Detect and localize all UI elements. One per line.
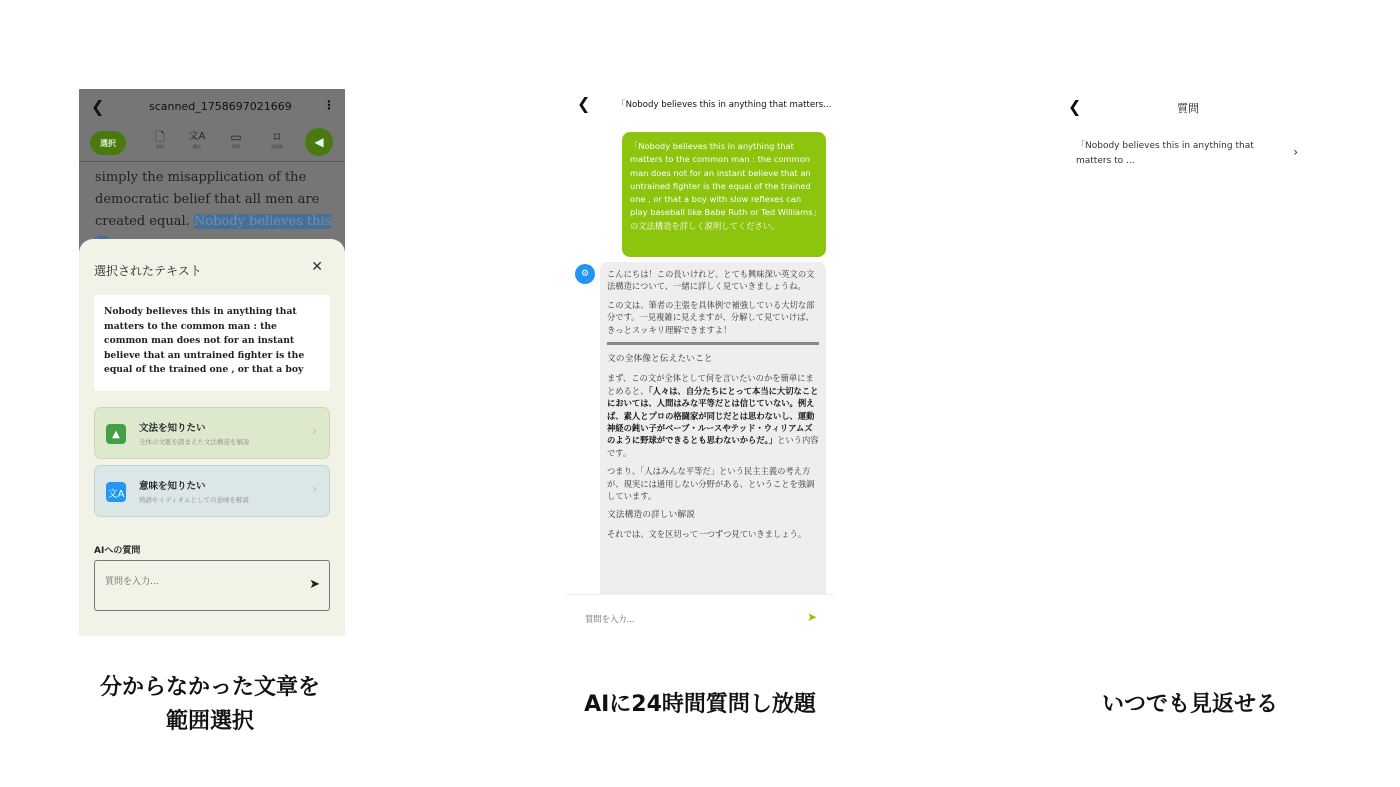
file-name: scanned_1758697021669 — [149, 100, 292, 113]
input-placeholder: 質問を入力... — [585, 614, 635, 624]
chevron-right-icon: › — [1293, 145, 1298, 159]
meaning-option[interactable] — [94, 465, 330, 517]
ai-paragraph: つまり、「人はみんな平等だ」という民主主義の考え方が、現実には通用しない分野がある、ということを強調しています。 — [607, 466, 815, 502]
doc-line: simply the misapplication of the — [95, 170, 307, 185]
graduation-cap-icon: ▲ — [106, 424, 126, 444]
list-item[interactable] — [1076, 139, 1312, 173]
question-button[interactable] — [225, 130, 247, 150]
caption-review: いつでも見返せる — [1101, 692, 1278, 717]
send-icon[interactable]: ➤ — [806, 610, 817, 624]
bot-avatar-icon: ⚙ — [575, 264, 595, 284]
document-icon: 🗋 — [155, 130, 165, 144]
question-label: 質問 — [232, 144, 240, 149]
ai-paragraph — [607, 372, 819, 459]
speaker-icon[interactable]: ◀ — [305, 128, 333, 156]
ai-heading: 文法構造の詳しい解説 — [607, 509, 695, 520]
page-title: 質問 — [1177, 102, 1199, 115]
top-bar — [79, 89, 345, 125]
back-icon[interactable]: ❮ — [577, 94, 591, 113]
user-message-bubble: 「Nobody believes this in anything that matters to the common man : the common man does not for an instant believe that an untrained fighter is the equal of the trained one , or that a boy with slow reflexes can play baseball like Babe Ruth or Ted Williams」の文法構造を詳しく説明してください。 — [622, 132, 826, 257]
ai-paragraph: この文は、筆者の主張を具体例で補強している大切な部分です。一見複雑に見えますが、分解して見ていけば、きっとスッキリ理解できますよ！ — [607, 299, 815, 335]
chevron-right-icon: › — [312, 482, 317, 496]
screen-ai-chat — [565, 89, 835, 636]
toolbar — [79, 127, 345, 161]
chat-input-bar[interactable] — [565, 594, 835, 636]
wordbook-label: 単語帳 — [271, 144, 283, 149]
option-subtitle: 熟語やイディオムとしての意味を解説 — [139, 496, 249, 504]
screen-question-history — [1060, 89, 1320, 636]
selection-sheet — [79, 239, 345, 636]
translate-icon: 文A — [188, 131, 206, 142]
select-button[interactable]: 選択 — [90, 131, 126, 155]
back-icon[interactable]: ❮ — [91, 97, 105, 116]
translate-icon: 文A — [106, 482, 126, 502]
back-icon[interactable]: ❮ — [1068, 97, 1082, 116]
ai-text: まず、この文が全体として何を言いたいのかを簡単にまとめると、 — [607, 373, 814, 396]
caption-select: 分からなかった文章を 範囲選択 — [99, 675, 320, 734]
doc-line: democratic belief that all men are — [95, 192, 320, 207]
input-placeholder: 質問を入力... — [105, 577, 159, 587]
chevron-right-icon: › — [312, 424, 317, 438]
ai-paragraph: こんにちは！この長いけれど、とても興味深い英文の文法構造について、一緒に詳しく見ていきましょうね。 — [607, 269, 815, 292]
ai-message-bubble — [600, 262, 826, 636]
question-input[interactable] — [94, 560, 330, 611]
option-title: 意味を知りたい — [139, 481, 206, 492]
more-icon[interactable]: ⋮ — [323, 98, 335, 112]
summary-label: 要約 — [156, 144, 164, 149]
caption-ai: AIに24時間質問し放題 — [584, 692, 816, 717]
selected-text-box: Nobody believes this in anything that matters to the common man : the common man does not for an instant believe that an untrained fighter is the equal of the trained one , or that a boy — [94, 295, 330, 391]
comment-icon: ▭ — [230, 130, 242, 144]
screen-text-selection — [79, 89, 345, 636]
sheet-title: 選択されたテキスト — [94, 264, 202, 278]
translate-label: 翻訳 — [193, 144, 201, 149]
close-icon[interactable]: ✕ — [311, 259, 323, 275]
highlighted-text[interactable]: Nobody believes this — [95, 214, 331, 251]
question-item-text: 「Nobody believes this in anything that matters to ... — [1076, 141, 1254, 166]
ai-bold-text: 「人々は、自分たちにとって本当に大切なことにおいては、人間はみな平等だとは信じていない。例えば、素人とプロの格闘家が同じだとは思わないし、運動神経の鈍い子がベーブ・ルースやテッド・ウィリアムズのように野球ができるとも思わないからだ。」 — [607, 385, 819, 446]
ai-text: という内容です。 — [607, 435, 819, 458]
divider — [79, 161, 345, 162]
option-subtitle: 全体の文脈を踏まえた文法構造を解説 — [139, 438, 250, 446]
ai-heading: 文の全体像と伝えたいこと — [607, 354, 713, 365]
chat-title: 「Nobody believes this in anything that matters... — [617, 100, 832, 110]
grammar-option[interactable] — [94, 407, 330, 459]
wordbook-button[interactable] — [266, 130, 288, 150]
ai-question-label: AIへの質問 — [94, 546, 141, 556]
send-icon[interactable]: ➤ — [309, 577, 320, 592]
summary-button[interactable] — [149, 130, 171, 150]
bookmark-icon: ⌑ — [273, 130, 281, 144]
option-title: 文法を知りたい — [139, 423, 206, 434]
divider — [607, 342, 819, 345]
ai-paragraph: それでは、文を区切って一つずつ見ていきましょう。 — [607, 528, 807, 539]
translate-button[interactable] — [186, 130, 208, 150]
doc-line-text: created equal. — [95, 214, 190, 229]
